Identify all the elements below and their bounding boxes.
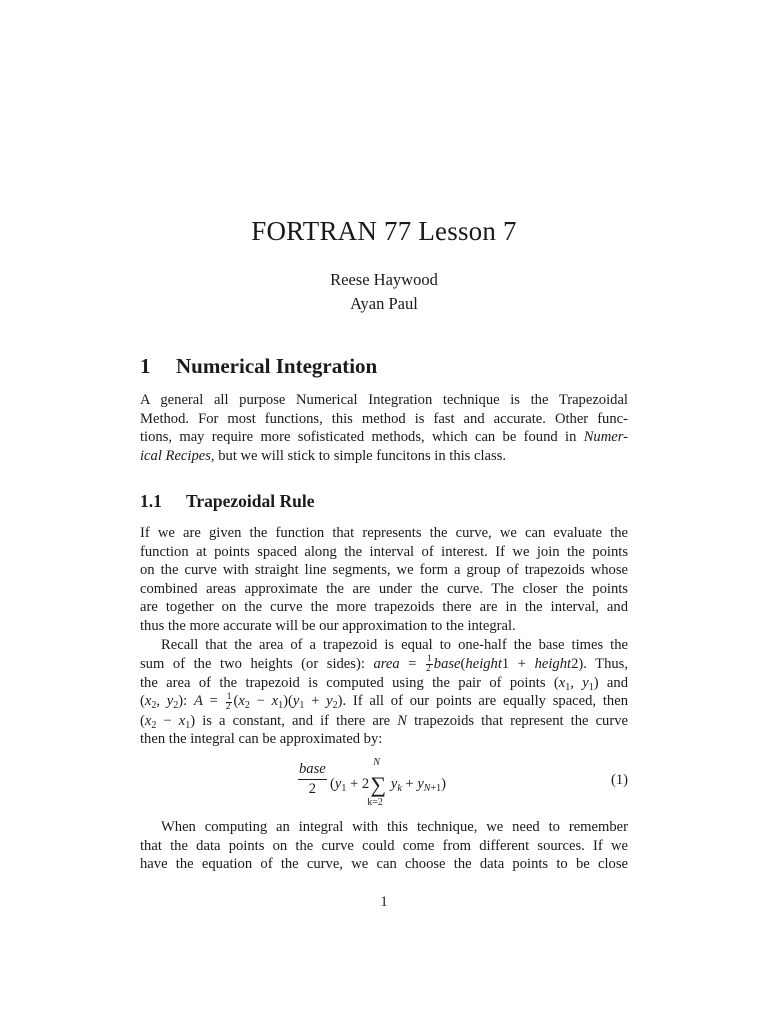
section-heading-numerical-integration (140, 354, 377, 379)
book-title-emphasis: ical Recipes (140, 447, 211, 464)
text-line: thus the more accurate will be our approximation to the integral. (140, 617, 516, 634)
author-2: Ayan Paul (350, 294, 418, 313)
text-line: ($x_2$, $y_2$): A = $\frac{1}{2}$ $(x_2 - x_1)(y_1 + y_2)$. If all of our points are equally spaced, then (140, 691, 628, 712)
text-line: tions, may require more sofisticated methods, which can be found in Numer- (140, 429, 628, 446)
text-line: have the equation of the curve, we can choose the data points to be close (140, 856, 628, 873)
text-line: are together on the curve the more trapezoids there are in the interval, and (140, 599, 628, 616)
text-line: A general all purpose Numerical Integration technique is the Trapezoidal (140, 392, 628, 408)
trapezoid-paragraph-3 (140, 818, 628, 874)
text-line: sum of the two heights (or sides): area = $\frac{1}{2}$ base(height1 + height2). Thus, (140, 653, 629, 674)
book-title-emphasis: Numer- (583, 429, 628, 446)
text-line: $(x_2 - x_1)$ is a constant, and if there are N trapezoids that represent the curve (140, 712, 628, 731)
summation-symbol: ∑ N k=2 (367, 757, 387, 808)
text-line: that the data points on the curve could come from different sources. If we (140, 837, 628, 854)
text-line: function at points spaced along the interval of interest. If we join the points (140, 543, 628, 560)
text-line: Method. For most functions, this method is fast and accurate. Other func- (140, 410, 628, 427)
one-half-fraction: $\frac{1}{2}$ (426, 653, 432, 674)
author-1: Reese Haywood (330, 270, 438, 289)
equation-number: (1) (610, 772, 628, 788)
document-title: FORTRAN 77 Lesson 7 (251, 216, 517, 246)
subsection-title: Trapezoidal Rule (186, 491, 315, 511)
one-half-fraction: $\frac{1}{2}$ (225, 691, 232, 712)
section-number: 1 (140, 354, 151, 378)
page-number: 1 (380, 894, 388, 910)
trapezoid-paragraph-1 (140, 524, 628, 636)
text-line: the area of the trapezoid is computed using the pair of points ($x_1$, $y_1$) and (140, 674, 628, 693)
base-over-two-fraction: base 2 (299, 761, 326, 797)
subsection-number: 1.1 (140, 491, 162, 511)
text-line: When computing an integral with this technique, we need to remember (161, 819, 628, 835)
text-line: combined areas approximate the are under the curve. The closer the points (140, 580, 628, 597)
intro-paragraph (140, 391, 628, 465)
trapezoid-paragraph-2 (140, 636, 628, 749)
text-line: on the curve with straight line segments, we form a group of trapezoids whose (140, 562, 628, 579)
equation-1 (140, 757, 628, 810)
subsection-heading-trapezoidal-rule (140, 491, 315, 512)
equation-body: ($y_1 + 2\sum$ N k=2 $y_k + y_{N+1}$) (330, 757, 446, 808)
section-title: Numerical Integration (176, 354, 378, 378)
text-line: Recall that the area of a trapezoid is equal to one-half the base times the (161, 637, 628, 653)
text-line: ical Recipes, but we will stick to simple funcitons in this class. (140, 447, 507, 464)
text-line: then the integral can be approximated by: (140, 731, 383, 748)
text-line: If we are given the function that represents the curve, we can evaluate the (140, 525, 628, 541)
